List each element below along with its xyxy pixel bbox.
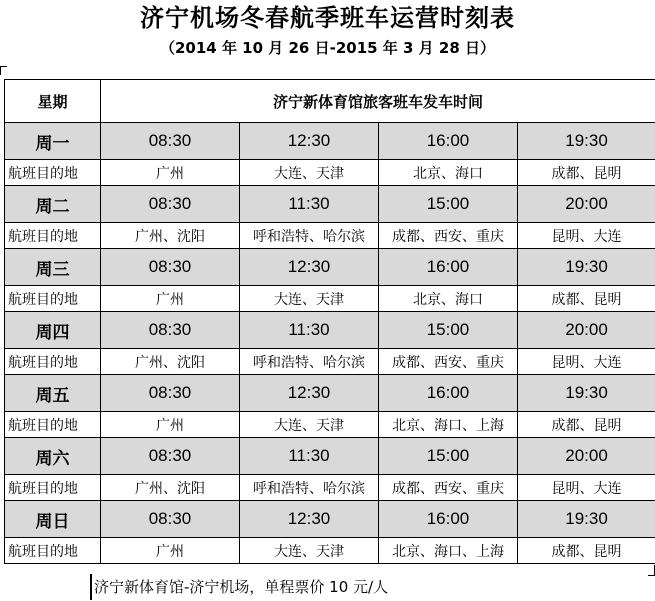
- day-cell: 周四: [5, 312, 101, 349]
- destination-cell: 昆明、大连: [518, 223, 655, 249]
- destination-cell: 大连、天津: [240, 538, 379, 564]
- departure-time-cell: 16:00: [379, 249, 518, 286]
- destination-cell: 成都、昆明: [518, 286, 655, 312]
- day-cell: 周五: [5, 375, 101, 412]
- destination-cell: 北京、海口、上海: [379, 412, 518, 438]
- departure-time-cell: 11:30: [240, 312, 379, 349]
- departure-time-cell: 11:30: [240, 186, 379, 223]
- destination-cell: 呼和浩特、哈尔滨: [240, 349, 379, 375]
- time-row: [5, 375, 655, 412]
- destination-cell: 广州、沈阳: [101, 475, 240, 501]
- time-row: [5, 501, 655, 538]
- destination-cell: 呼和浩特、哈尔滨: [240, 475, 379, 501]
- table-header-row: [5, 80, 655, 123]
- destination-row: [5, 223, 655, 249]
- departure-time-cell: 08:30: [101, 312, 240, 349]
- departure-time-cell: 08:30: [101, 501, 240, 538]
- destination-label-cell: 航班目的地: [5, 475, 101, 501]
- destination-cell: 广州、沈阳: [101, 223, 240, 249]
- departure-time-cell: 15:00: [379, 312, 518, 349]
- destination-cell: 昆明、大连: [518, 349, 655, 375]
- destination-cell: 广州: [101, 286, 240, 312]
- destination-label-cell: 航班目的地: [5, 349, 101, 375]
- departure-time-cell: 08:30: [101, 249, 240, 286]
- departure-time-cell: 12:30: [240, 249, 379, 286]
- destination-cell: 成都、西安、重庆: [379, 349, 518, 375]
- departure-time-cell: 16:00: [379, 501, 518, 538]
- departure-time-cell: 11:30: [240, 438, 379, 475]
- date-range-subtitle: （2014 年 10 月 26 日-2015 年 3 月 28 日）: [159, 39, 495, 57]
- crop-mark-bottom-right: [648, 565, 655, 576]
- departure-time-cell: 12:30: [240, 375, 379, 412]
- departure-time-cell: 08:30: [101, 438, 240, 475]
- departure-time-cell: 19:30: [518, 375, 655, 412]
- fare-note[interactable]: 济宁新体育馆-济宁机场，单程票价 10 元/人: [90, 574, 388, 600]
- departure-time-cell: 19:30: [518, 249, 655, 286]
- departure-time-cell: 12:30: [240, 501, 379, 538]
- day-cell: 周六: [5, 438, 101, 475]
- schedule-table: [4, 79, 655, 564]
- destination-cell: 成都、西安、重庆: [379, 223, 518, 249]
- crop-mark-top-left: [0, 66, 7, 75]
- departure-time-cell: 16:00: [379, 375, 518, 412]
- destination-label-cell: 航班目的地: [5, 538, 101, 564]
- departure-time-cell: 15:00: [379, 438, 518, 475]
- destination-cell: 昆明、大连: [518, 475, 655, 501]
- destination-label-cell: 航班目的地: [5, 412, 101, 438]
- destination-cell: 北京、海口、上海: [379, 538, 518, 564]
- destination-cell: 成都、昆明: [518, 160, 655, 186]
- destination-cell: 大连、天津: [240, 160, 379, 186]
- departure-time-cell: 20:00: [518, 438, 655, 475]
- destination-row: [5, 538, 655, 564]
- destination-cell: 成都、昆明: [518, 412, 655, 438]
- departure-time-cell: 15:00: [379, 186, 518, 223]
- destination-cell: 大连、天津: [240, 412, 379, 438]
- time-row: [5, 312, 655, 349]
- day-cell: 周三: [5, 249, 101, 286]
- destination-cell: 广州: [101, 412, 240, 438]
- document-title: 济宁机场冬春航季班车运营时刻表: [140, 4, 515, 32]
- destination-cell: 大连、天津: [240, 286, 379, 312]
- departure-time-cell: 19:30: [518, 123, 655, 160]
- departure-time-cell: 20:00: [518, 186, 655, 223]
- destination-cell: 北京、海口: [379, 286, 518, 312]
- departure-time-cell: 19:30: [518, 501, 655, 538]
- time-row: [5, 438, 655, 475]
- destination-cell: 广州: [101, 160, 240, 186]
- time-row: [5, 186, 655, 223]
- departure-time-cell: 20:00: [518, 312, 655, 349]
- destination-label-cell: 航班目的地: [5, 223, 101, 249]
- destination-cell: 广州、沈阳: [101, 349, 240, 375]
- destination-cell: 北京、海口: [379, 160, 518, 186]
- destination-cell: 成都、昆明: [518, 538, 655, 564]
- destination-row: [5, 160, 655, 186]
- departure-time-cell: 08:30: [101, 186, 240, 223]
- day-cell: 周日: [5, 501, 101, 538]
- destination-cell: 成都、西安、重庆: [379, 475, 518, 501]
- destination-row: [5, 286, 655, 312]
- departure-time-cell: 08:30: [101, 375, 240, 412]
- destination-label-cell: 航班目的地: [5, 286, 101, 312]
- destination-cell: 广州: [101, 538, 240, 564]
- destination-row: [5, 349, 655, 375]
- header-day-cell: 星期: [5, 80, 101, 123]
- departure-time-cell: 12:30: [240, 123, 379, 160]
- day-cell: 周二: [5, 186, 101, 223]
- time-row: [5, 123, 655, 160]
- destination-label-cell: 航班目的地: [5, 160, 101, 186]
- day-cell: 周一: [5, 123, 101, 160]
- destination-cell: 呼和浩特、哈尔滨: [240, 223, 379, 249]
- header-times-cell: 济宁新体育馆旅客班车发车时间: [101, 80, 655, 123]
- destination-row: [5, 412, 655, 438]
- departure-time-cell: 16:00: [379, 123, 518, 160]
- destination-row: [5, 475, 655, 501]
- time-row: [5, 249, 655, 286]
- departure-time-cell: 08:30: [101, 123, 240, 160]
